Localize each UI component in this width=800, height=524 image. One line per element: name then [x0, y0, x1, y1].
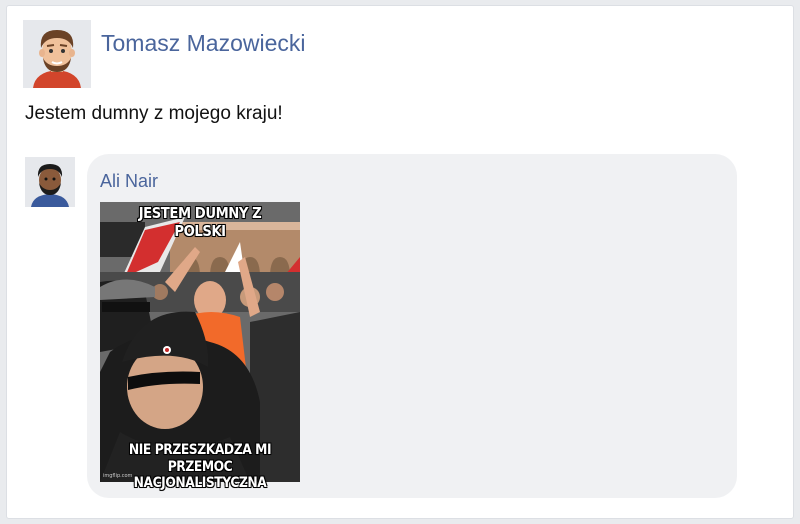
meme-watermark: imgflip.com [103, 473, 133, 479]
commenter-name[interactable]: Ali Nair [100, 171, 159, 191]
post-card [6, 5, 794, 519]
comment-bubble [87, 154, 737, 498]
meme-top-caption: JESTEM DUMNY Z POLSKI [138, 204, 262, 240]
man-avatar-icon [23, 20, 91, 88]
post-text: Jestem dumny z mojego kraju! [25, 103, 283, 124]
author-avatar[interactable] [23, 20, 91, 88]
commenter-avatar[interactable] [25, 157, 75, 207]
crowd-photo-icon [100, 202, 300, 482]
meme-bottom-caption-line2: PRZEMOC NACJONALISTYCZNA [133, 459, 267, 491]
post-author-name[interactable]: Tomasz Mazowiecki [101, 30, 306, 56]
meme-image[interactable] [100, 202, 300, 491]
man-avatar-icon [25, 157, 75, 207]
meme-bottom-caption-line1: NIE PRZESZKADZA MI [128, 442, 272, 458]
